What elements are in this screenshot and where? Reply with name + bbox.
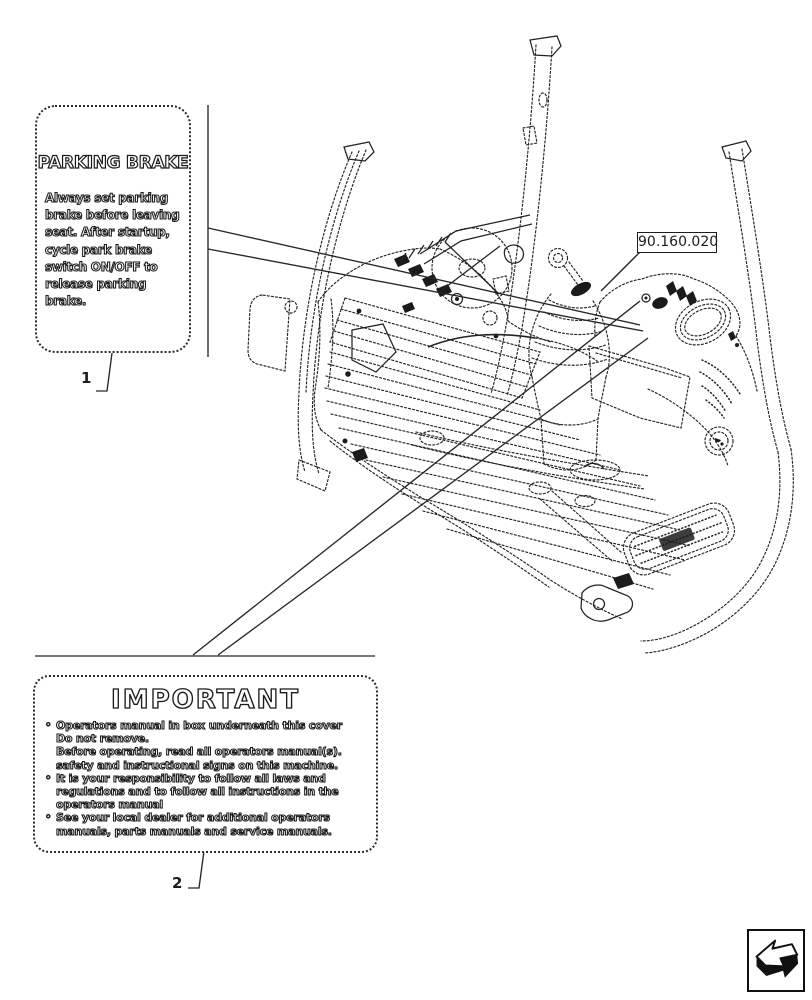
- decal-text-line: It is your responsibility to follow all laws and: [56, 771, 326, 785]
- part-reference-box[interactable]: 90.160.020: [637, 232, 717, 253]
- pedal-cluster: [394, 215, 532, 338]
- bullet-item: [45, 719, 368, 772]
- parking-brake-decal-text: [37, 190, 189, 310]
- decal-text-line: regulations and to follow all instructions in the: [56, 785, 339, 799]
- floor-pan: [321, 298, 691, 619]
- dash-console: [589, 274, 757, 428]
- decal-text-line: See your local dealer for additional operators: [56, 811, 330, 825]
- bullet-lines: [56, 811, 332, 837]
- decal-text-line: cycle park brake: [45, 242, 152, 257]
- decal-text-line: Always set parking: [45, 191, 168, 205]
- decal-text-line: release parking brake.: [45, 277, 147, 309]
- right-platform: [619, 389, 739, 580]
- callout-2: 2: [172, 874, 183, 892]
- decal-text-line: Operators manual in box underneath this cover: [56, 719, 342, 732]
- decal-text-line: seat. After startup,: [45, 225, 170, 240]
- back-arrow-icon: [753, 936, 799, 986]
- important-decal-text: [35, 719, 376, 838]
- important-decal-title: IMPORTANT: [111, 685, 300, 715]
- bullet-lines: [56, 719, 342, 772]
- callout-1: 1: [81, 369, 92, 387]
- bullet-item: [45, 811, 368, 837]
- bullet-lines: [56, 772, 339, 812]
- mounting-bracket: [343, 439, 635, 622]
- decal-text-line: manuals, parts manuals and service manuals.: [56, 824, 332, 838]
- decal-text-line: Before operating, read all operators manual(s).: [56, 745, 342, 759]
- important-decal: [33, 675, 378, 853]
- bullet-icon: ◦: [45, 720, 52, 731]
- bullet-item: [45, 772, 368, 812]
- bullet-icon: ◦: [45, 812, 52, 824]
- bullet-icon: ◦: [45, 772, 52, 784]
- decal-text-line: Do not remove.: [56, 732, 149, 746]
- step-pad: [619, 498, 739, 579]
- parking-brake-decal: [35, 105, 191, 353]
- decal-text-line: safety and instructional signs on this machine.: [56, 758, 338, 772]
- decal-text-line: switch ON/OFF to: [45, 259, 158, 274]
- decal-text-line: operators manual: [56, 798, 163, 812]
- back-arrow-button[interactable]: [747, 929, 805, 992]
- left-rops-post: [248, 142, 374, 491]
- decal-text-line: brake before leaving: [45, 208, 180, 223]
- parking-brake-decal-title: PARKING BRAKE: [37, 153, 189, 173]
